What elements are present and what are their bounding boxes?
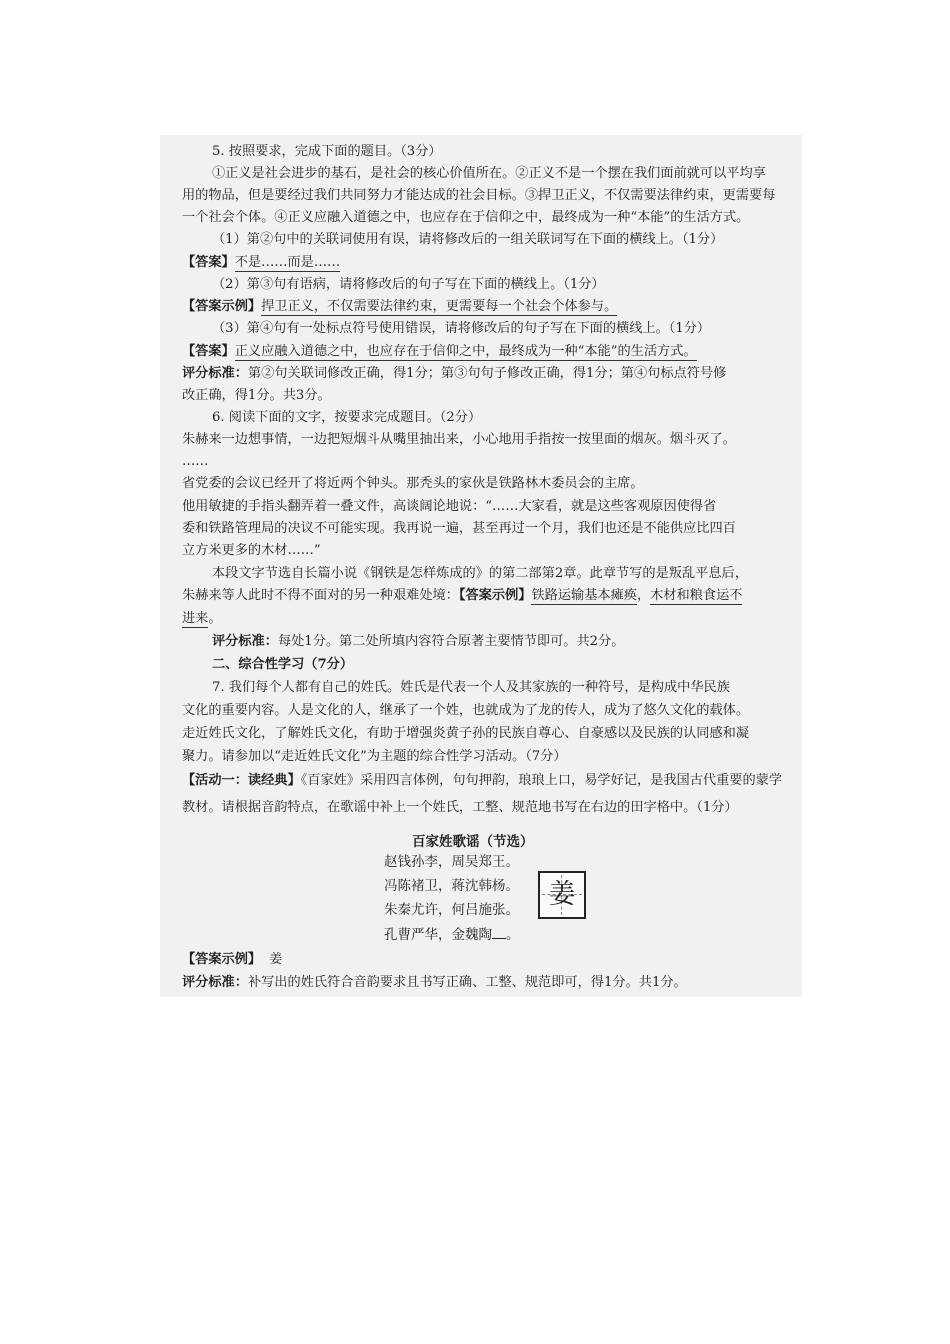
criteria-tag: 评分标准： — [182, 975, 248, 990]
poem-end: 。 — [506, 927, 520, 943]
q7-intro-line: 聚力。请参加以“走近姓氏文化”为主题的综合性学习活动。（7分） — [182, 749, 567, 764]
q6-body: 本段文字节选自长篇小说《钢铁是怎样炼成的》的第二部第2章。此章节写的是叛乱平息后， — [212, 566, 748, 581]
poem-blank — [492, 924, 506, 939]
answer-blank-2: 木材和粮食运不 — [650, 588, 743, 603]
q7-activity-cont: 教材。请根据音韵特点，在歌谣中补上一个姓氏，工整、规范地书写在右边的田字格中。（1分） — [182, 800, 738, 815]
q6-excerpt-line: 立方米更多的木材……” — [182, 543, 321, 558]
answer-tag: 【答案示例】 — [182, 299, 262, 314]
poem-line-last — [384, 924, 520, 945]
answer-text: 姜 — [269, 952, 283, 967]
q6-excerpt-line: 朱赫来一边想事情，一边把短烟斗从嘴里抽出来，小心地用手指按一按里面的烟灰。烟斗灭了。 — [182, 432, 736, 447]
q7-intro-line: 走近姓氏文化，了解姓氏文化，有助于增强炎黄子孙的民族自尊心、自豪感以及民族的认同感和凝 — [182, 726, 750, 741]
criteria-text: 每处1分。第二处所填内容符合原著主要情节即可。共2分。 — [277, 634, 625, 649]
period: 。 — [208, 611, 222, 626]
answer-text: 不是……而是…… — [234, 255, 341, 270]
criteria-tag: 评分标准： — [182, 366, 248, 381]
answer-tag: 【答案示例】 — [182, 952, 262, 967]
grid-character: 姜 — [548, 879, 576, 910]
criteria-text: 第②句关联词修改正确，得1分；第③句句子修改正确，得1分；第④句标点符号修 — [247, 366, 727, 381]
q5-answer2 — [182, 297, 800, 317]
tian-grid-box — [538, 871, 586, 919]
activity-tag: 【活动一：读经典】 — [182, 773, 301, 788]
criteria-tag: 评分标准： — [212, 634, 278, 649]
criteria-text: 补写出的姓氏符合音韵要求且书写正确、工整、规范即可，得1分。共1分。 — [247, 975, 687, 990]
q6-excerpt-line: 省党委的会议已经开了将近两个钟头。那秃头的家伙是铁路林木委员会的主席。 — [182, 476, 644, 491]
answer-tag: 【答案示例】 — [458, 588, 532, 603]
q5-sub3: （3）第④句有一处标点符号使用错误，请将修改后的句子写在下面的横线上。（1分） — [212, 321, 711, 336]
q6-excerpt-line: 委和铁路管理局的决议不可能实现。我再说一遍，甚至再过一个月，我们也还是不能供应比四百 — [182, 521, 736, 536]
poem-text: 孔曹严华，金魏陶 — [384, 927, 492, 943]
q5-passage-line: ①正义是社会进步的基石，是社会的核心价值所在。②正义不是一个摆在我们面前就可以平均享 — [212, 166, 766, 181]
q7-criteria — [182, 973, 800, 993]
answer-tag: 【答案】 — [182, 344, 235, 359]
poem-title: 百家姓歌谣（节选） — [412, 834, 534, 850]
q6-body-answer — [182, 586, 800, 606]
q5-sub1: （1）第②句中的关联词使用有误，请将修改后的一组关联词写在下面的横线上。（1分） — [212, 232, 724, 247]
activity-text: 《百家姓》采用四言体例，句句押韵，琅琅上口，易学好记，是我国古代重要的蒙学 — [300, 773, 783, 788]
q6-title: 6. 阅读下面的文字，按要求完成题目。（2分） — [212, 410, 482, 425]
q7-intro-line: 文化的重要内容。人是文化的人，继承了一个姓，也就成为了龙的传人，成为了悠久文化的载体。 — [182, 703, 750, 718]
answer-tag: 【答案】 — [182, 255, 235, 270]
q5-passage-line: 一个社会个体。④正义应融入道德之中，也应存在于信仰之中，最终成为一种“本能”的生活方式。 — [182, 210, 750, 225]
q5-criteria — [182, 364, 800, 384]
q7-activity — [182, 771, 800, 791]
q6-excerpt-line: 他用敏捷的手指头翻弄着一叠文件，高谈阔论地说：“……大家看，就是这些客观原因使得省 — [182, 499, 717, 514]
poem-line: 赵钱孙李，周吴郑王。 — [384, 854, 519, 870]
q6-criteria — [212, 632, 800, 652]
separator: ， — [636, 588, 651, 603]
section-heading: 二、综合性学习（7分） — [212, 657, 354, 672]
answer-blank-2-cont: 进来 — [182, 611, 209, 626]
q5-criteria-cont: 改正确，得1分。共3分。 — [182, 388, 331, 403]
q5-answer3 — [182, 342, 800, 362]
answer-blank-1: 铁路运输基本瘫痪 — [531, 588, 637, 603]
q5-answer1 — [182, 253, 800, 273]
q7-answer — [182, 950, 800, 970]
answer-text: 捍卫正义，不仅需要法律约束，更需要每一个社会个体参与。 — [261, 299, 618, 314]
q6-excerpt-line: …… — [182, 454, 209, 469]
q7-intro-line: 7. 我们每个人都有自己的姓氏。姓氏是代表一个人及其家族的一种符号，是构成中华民族 — [212, 680, 730, 695]
poem-line: 冯陈褚卫，蒋沈韩杨。 — [384, 878, 519, 894]
q5-title: 5. 按照要求，完成下面的题目。（3分） — [212, 144, 442, 159]
q5-sub2: （2）第③句有语病，请将修改后的句子写在下面的横线上。（1分） — [212, 277, 605, 292]
poem-line: 朱秦尤许，何吕施张。 — [384, 902, 519, 918]
q6-body-text: 朱赫来等人此时不得不面对的另一种艰难处境： — [182, 588, 459, 603]
answer-text: 正义应融入道德之中，也应存在于信仰之中，最终成为一种“本能”的生活方式。 — [234, 344, 697, 359]
q5-passage-line: 用的物品，但是要经过我们共同努力才能达成的社会目标。③捍卫正义，不仅需要法律约束，更需要每 — [182, 188, 776, 203]
q6-answer-cont — [182, 609, 800, 629]
